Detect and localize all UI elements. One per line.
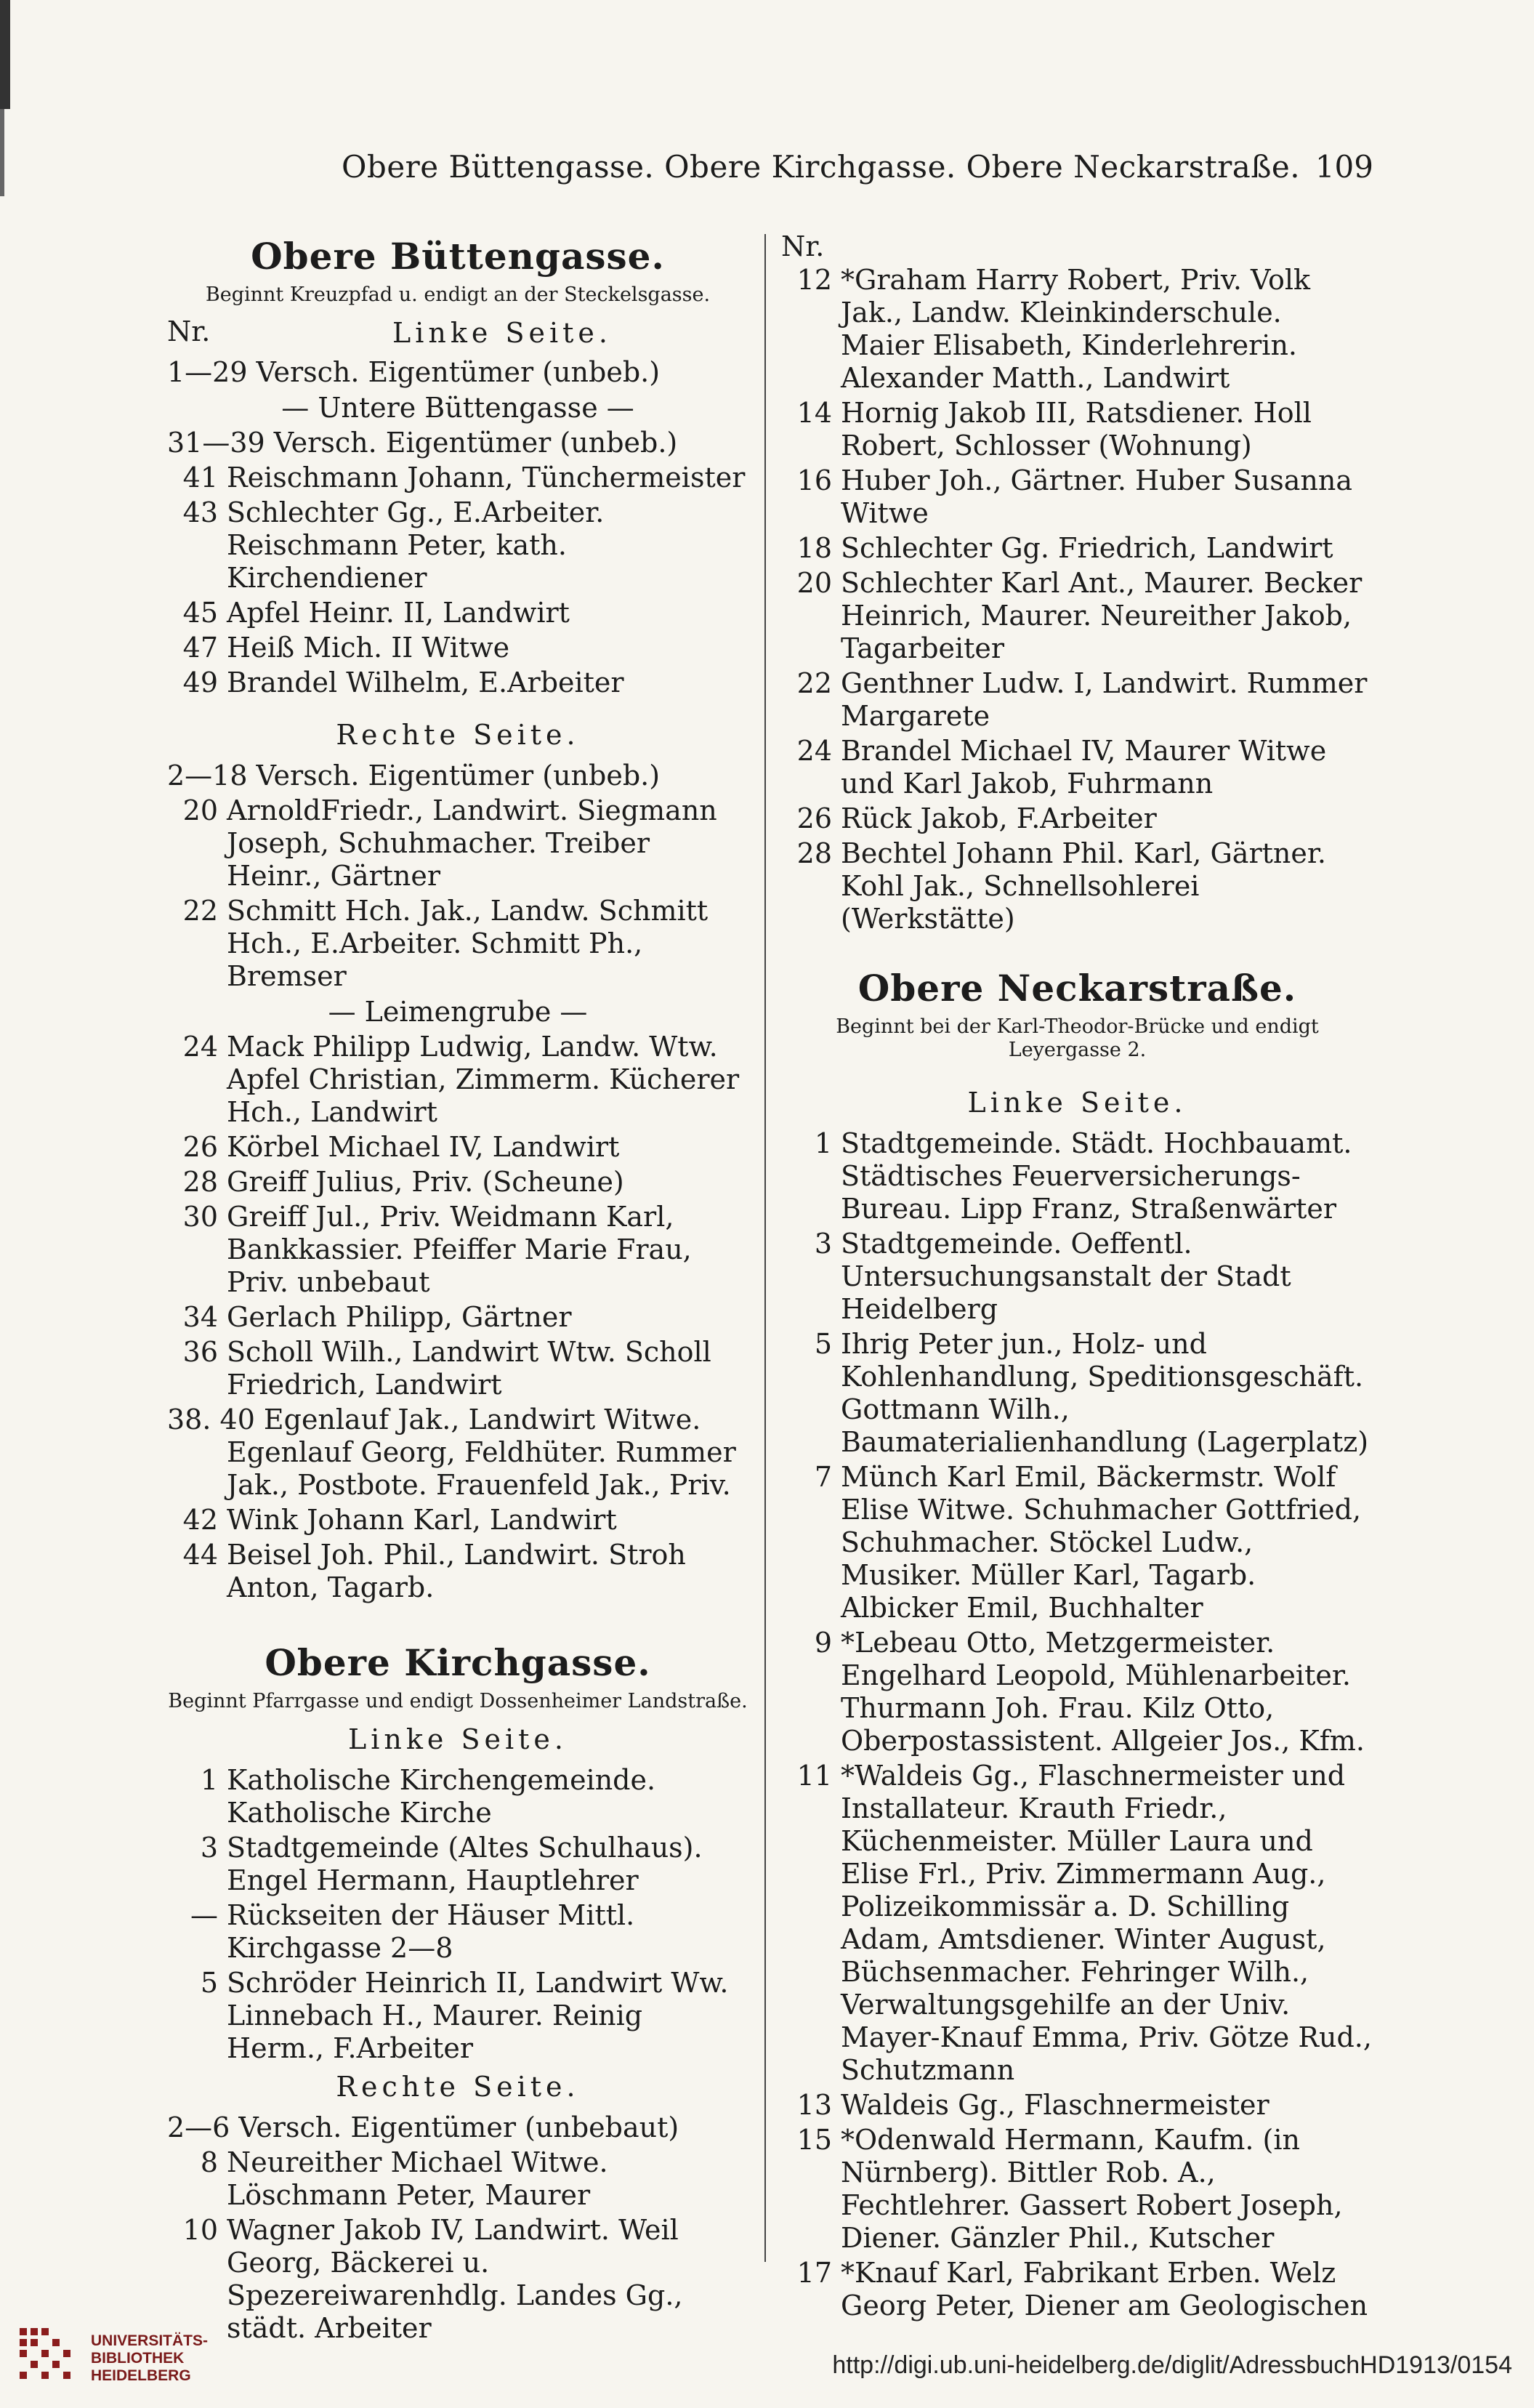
address-entry: [781, 1127, 1373, 1225]
address-entry: [167, 1967, 748, 2065]
scan-edge-mark: [0, 0, 10, 109]
resident-text: Stadtgemeinde. Städt. Hochbauamt. Städtisches Feuerversicherungs-Bureau. Lipp Franz, Straßenwärter: [841, 1127, 1352, 1225]
house-number: 7: [814, 1461, 832, 1493]
address-entry: [781, 464, 1373, 530]
address-entry: [167, 667, 748, 699]
address-entry: [167, 356, 748, 389]
resident-text: Wink Johann Karl, Landwirt: [227, 1504, 617, 1536]
side-heading: Rechte Seite.: [336, 2071, 580, 2103]
resident-text: *Graham Harry Robert, Priv. Volk Jak., Landw. Kleinkinderschule. Maier Elisabeth, Kinderlehrerin. Alexander Matth., Landwirt: [841, 264, 1310, 394]
address-entry: [167, 2146, 748, 2212]
address-entry: [781, 1760, 1373, 2087]
address-entry: [167, 496, 748, 595]
address-entry: [167, 1539, 748, 1604]
address-entry: [167, 2111, 748, 2144]
house-number: 17: [796, 2257, 832, 2289]
resident-text: *Lebeau Otto, Metzgermeister. Engelhard Leopold, Mühlenarbeiter. Thurmann Joh. Frau. Kilz Otto, Oberpostassistent. Allgeier Jos., Kfm.: [841, 1627, 1365, 1757]
house-number: 49: [182, 667, 218, 698]
resident-text: Genthner Ludw. I, Landwirt. Rummer Margarete: [841, 667, 1368, 732]
resident-text: Schmitt Hch. Jak., Landw. Schmitt Hch., E.Arbeiter. Schmitt Ph., Bremser: [227, 895, 709, 992]
university-library-logo: [16, 2324, 81, 2390]
right-column: [781, 229, 1373, 2324]
section-subtitle: Beginnt Pfarrgasse und endigt Dossenheimer Landstraße.: [168, 1690, 748, 1712]
resident-text: Beisel Joh. Phil., Landwirt. Stroh Anton, Tagarb.: [227, 1539, 686, 1603]
resident-text: Versch. Eigentümer (unbebaut): [238, 2111, 679, 2143]
house-number: 14: [796, 397, 832, 429]
house-number: 44: [182, 1539, 218, 1571]
resident-text: Greiff Julius, Priv. (Scheune): [227, 1166, 624, 1198]
running-title: Obere Büttengasse. Obere Kirchgasse. Obere Neckarstraße.: [342, 149, 1301, 185]
address-entry: [167, 632, 748, 664]
resident-text: Schlechter Karl Ant., Maurer. Becker Heinrich, Maurer. Neureither Jakob, Tagarbeiter: [841, 567, 1363, 664]
resident-text: Huber Joh., Gärtner. Huber Susanna Witwe: [841, 464, 1352, 529]
footer: [0, 2306, 1534, 2408]
entry-list: [167, 1764, 748, 2065]
library-name: UNIVERSITÄTS- BIBLIOTHEK HEIDELBERG: [91, 2332, 209, 2384]
house-number: 24: [796, 735, 832, 767]
house-number: 30: [182, 1201, 218, 1233]
address-entry: [167, 1404, 748, 1502]
resident-text: Versch. Eigentümer (unbeb.): [256, 760, 661, 792]
cross-street-separator: — Leimengrube —: [328, 996, 588, 1028]
section-title: Obere Neckarstraße.: [857, 967, 1297, 1010]
section-subtitle: Beginnt bei der Karl-Theodor-Brücke und endigt Leyergasse 2.: [836, 1015, 1319, 1061]
section-subtitle: Beginnt Kreuzpfad u. endigt an der Steckelsgasse.: [205, 283, 711, 306]
address-entry: [167, 1301, 748, 1334]
address-entry: [167, 1504, 748, 1537]
resident-text: *Waldeis Gg., Flaschnermeister und Installateur. Krauth Friedr., Küchenmeister. Müller Laura und Elise Frl., Priv. Zimmermann Aug., Polizeikommissär a. D. Schilling Adam, Amtsdiener. Winter August, Büchsenmacher. Fehringer Wilh., Verwaltungsgehilfe an der Univ. Mayer-Knauf Emma, Priv. Götze Rud., Schutzmann: [841, 1760, 1372, 2086]
column-divider: [764, 234, 766, 2262]
resident-text: Katholische Kirchengemeinde. Katholische Kirche: [227, 1764, 656, 1829]
house-number: 26: [796, 802, 832, 834]
nr-label: Nr.: [781, 230, 825, 262]
house-number: 31—39: [167, 427, 265, 459]
house-number: 10: [182, 2214, 218, 2246]
address-entry: [167, 1899, 748, 1965]
resident-text: Hornig Jakob III, Ratsdiener. Holl Robert, Schlosser (Wohnung): [841, 397, 1312, 462]
address-entry: [167, 427, 748, 459]
resident-text: Mack Philipp Ludwig, Landw. Wtw. Apfel Christian, Zimmerm. Kücherer Hch., Landwirt: [227, 1031, 740, 1128]
address-entry: [167, 1166, 748, 1199]
resident-text: Schröder Heinrich II, Landwirt Ww. Linnebach H., Maurer. Reinig Herm., F.Arbeiter: [227, 1967, 729, 2064]
house-number: 12: [796, 264, 832, 296]
resident-text: ArnoldFriedr., Landwirt. Siegmann Joseph, Schuhmacher. Treiber Heinr., Gärtner: [227, 794, 717, 892]
address-entry: [167, 1201, 748, 1299]
address-entry: [167, 1336, 748, 1401]
house-number: 3: [200, 1832, 218, 1864]
address-entry: [781, 2089, 1373, 2122]
house-number: 2—6: [167, 2111, 230, 2143]
resident-text: Rück Jakob, F.Arbeiter: [841, 802, 1157, 834]
address-entry: [781, 567, 1373, 665]
resident-text: Neureither Michael Witwe. Löschmann Peter, Maurer: [227, 2146, 608, 2211]
house-number: 22: [796, 667, 832, 699]
address-entry: [781, 735, 1373, 800]
entry-list: [167, 356, 748, 699]
house-number: 1: [200, 1764, 218, 1796]
resident-text: Reischmann Johann, Tünchermeister: [227, 462, 746, 494]
resident-text: Bechtel Johann Phil. Karl, Gärtner. Kohl Jak., Schnellsohlerei (Werkstätte): [841, 837, 1326, 935]
resident-text: Münch Karl Emil, Bäckermstr. Wolf Elise Witwe. Schuhmacher Gottfried, Schuhmacher. Stöckel Ludw., Musiker. Müller Karl, Tagarb. Albicker Emil, Buchhalter: [841, 1461, 1362, 1624]
resident-text: Rückseiten der Häuser Mittl. Kirchgasse 2—8: [227, 1899, 635, 1964]
house-number: 36: [182, 1336, 218, 1368]
nr-side-row: [167, 314, 748, 352]
house-number: 20: [796, 567, 832, 599]
house-number: 47: [182, 632, 218, 664]
house-number: 16: [796, 464, 832, 496]
address-entry: [167, 1764, 748, 1829]
house-number: 1—29: [167, 356, 248, 388]
house-number: 15: [796, 2124, 832, 2156]
side-heading: Linke Seite.: [392, 317, 612, 349]
house-number: 5: [814, 1328, 832, 1360]
address-entry: [167, 597, 748, 629]
address-entry: [781, 2124, 1373, 2255]
address-entry: [781, 1461, 1373, 1624]
address-entry: [781, 532, 1373, 565]
scan-edge-mark: [0, 109, 4, 196]
address-entry: [167, 794, 748, 893]
resident-text: Heiß Mich. II Witwe: [227, 632, 510, 664]
house-number: 9: [814, 1627, 832, 1659]
house-number: 34: [182, 1301, 218, 1333]
resident-text: Körbel Michael IV, Landwirt: [227, 1131, 620, 1163]
resident-text: Apfel Heinr. II, Landwirt: [227, 597, 570, 629]
address-entry: [781, 667, 1373, 733]
house-number: 5: [200, 1967, 218, 1999]
house-number: 1: [814, 1127, 832, 1159]
cross-street-separator: — Untere Büttengasse —: [281, 392, 634, 424]
entry-list: [781, 264, 1373, 935]
resident-text: Stadtgemeinde. Oeffentl. Untersuchungsanstalt der Stadt Heidelberg: [841, 1228, 1291, 1325]
house-number: 45: [182, 597, 218, 629]
resident-text: Stadtgemeinde (Altes Schulhaus). Engel Hermann, Hauptlehrer: [227, 1832, 703, 1896]
house-number: 41: [182, 462, 218, 494]
resident-text: Brandel Wilhelm, E.Arbeiter: [227, 667, 624, 698]
source-url-link[interactable]: http://digi.ub.uni-heidelberg.de/diglit/AdressbuchHD1913/0154: [832, 2351, 1512, 2379]
house-number: 28: [796, 837, 832, 869]
address-entry: [781, 802, 1373, 835]
house-number: 20: [182, 794, 218, 826]
resident-text: Scholl Wilh., Landwirt Wtw. Scholl Friedrich, Landwirt: [227, 1336, 711, 1401]
resident-text: Brandel Michael IV, Maurer Witwe und Karl Jakob, Fuhrmann: [841, 735, 1327, 800]
address-entry: [167, 1031, 748, 1129]
address-entry: [781, 1627, 1373, 1757]
house-number: —: [190, 1899, 218, 1931]
resident-text: Greiff Jul., Priv. Weidmann Karl, Bankkassier. Pfeiffer Marie Frau, Priv. unbebaut: [227, 1201, 692, 1298]
house-number: 28: [182, 1166, 218, 1198]
address-entry: [167, 1131, 748, 1164]
left-column: [167, 229, 748, 2347]
page-number: 109: [1315, 149, 1373, 185]
nr-label: Nr.: [167, 315, 211, 347]
resident-text: Wagner Jakob IV, Landwirt. Weil Georg, Bäckerei u. Spezereiwarenhdlg. Landes Gg., städt. Arbeiter: [227, 2214, 683, 2344]
resident-text: Gerlach Philipp, Gärtner: [227, 1301, 572, 1333]
side-heading: Linke Seite.: [967, 1087, 1187, 1119]
entry-list: [781, 1127, 1373, 2322]
house-number: 22: [182, 895, 218, 927]
resident-text: *Odenwald Hermann, Kaufm. (in Nürnberg). Bittler Rob. A., Fechtlehrer. Gassert Robert Joseph, Diener. Gänzler Phil., Kutscher: [841, 2124, 1343, 2254]
house-number: 13: [796, 2089, 832, 2121]
address-entry: [167, 895, 748, 993]
side-heading: Linke Seite.: [348, 1723, 568, 1755]
page-header: [342, 149, 1373, 193]
house-number: 18: [796, 532, 832, 564]
entry-list: [167, 760, 748, 1604]
house-number: 42: [182, 1504, 218, 1536]
house-number: 26: [182, 1131, 218, 1163]
address-entry: [781, 264, 1373, 395]
address-entry: [781, 397, 1373, 462]
house-number: 3: [814, 1228, 832, 1260]
section-title: Obere Büttengasse.: [251, 235, 665, 278]
house-number: 43: [182, 496, 218, 528]
address-entry: [167, 462, 748, 494]
house-number: 38. 40: [167, 1404, 255, 1435]
address-entry: [167, 760, 748, 792]
resident-text: Egenlauf Jak., Landwirt Witwe. Egenlauf Georg, Feldhüter. Rummer Jak., Postbote. Frauenfeld Jak., Priv.: [227, 1404, 736, 1501]
side-heading: Rechte Seite.: [336, 719, 580, 751]
address-entry: [781, 1228, 1373, 1326]
resident-text: Ihrig Peter jun., Holz- und Kohlenhandlung, Speditionsgeschäft. Gottmann Wilh., Baumaterialienhandlung (Lagerplatz): [841, 1328, 1369, 1458]
resident-text: Versch. Eigentümer (unbeb.): [256, 356, 661, 388]
resident-text: Waldeis Gg., Flaschnermeister: [841, 2089, 1269, 2121]
resident-text: Schlechter Gg. Friedrich, Landwirt: [841, 532, 1333, 564]
address-entry: [781, 1328, 1373, 1459]
address-entry: [167, 1832, 748, 1897]
house-number: 24: [182, 1031, 218, 1063]
resident-text: Schlechter Gg., E.Arbeiter. Reischmann Peter, kath. Kirchendiener: [227, 496, 605, 594]
resident-text: Versch. Eigentümer (unbeb.): [273, 427, 678, 459]
address-entry: [781, 837, 1373, 935]
house-number: 8: [200, 2146, 218, 2178]
house-number: 11: [796, 1760, 832, 1792]
section-title: Obere Kirchgasse.: [265, 1641, 651, 1684]
resident-text: *Knauf Karl, Fabrikant Erben. Welz Georg Peter, Diener am Geologischen: [841, 2257, 1368, 2322]
house-number: 2—18: [167, 760, 248, 792]
